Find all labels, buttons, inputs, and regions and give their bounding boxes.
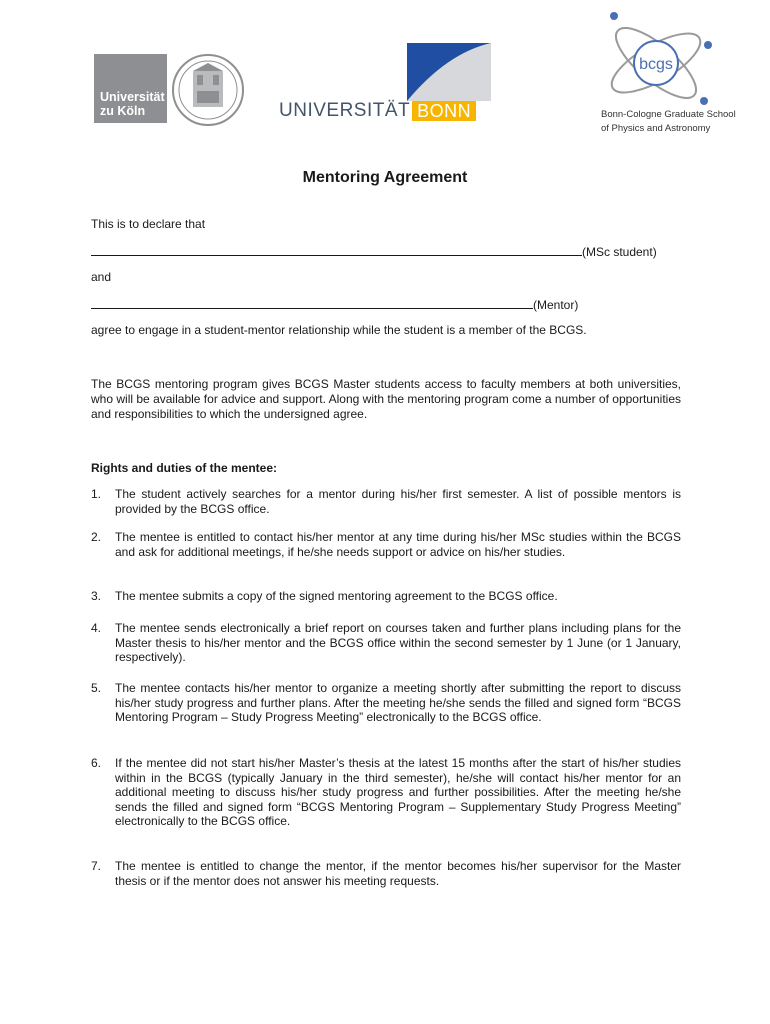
mentor-line (91, 297, 578, 313)
document-title: Mentoring Agreement (302, 169, 468, 186)
bonn-logo-wordmark (279, 101, 476, 121)
bcgs-caption-line2: of Physics and Astronomy (601, 123, 711, 134)
list-item-text: The mentee is entitled to change the mentor, if the mentor becomes his/her supervisor for the Master thesis or if the mentor does not answer his meeting requests. (115, 859, 681, 888)
list-item-text: The mentee sends electronically a brief report on courses taken and further plans including plans for the Master thesis to his/her mentor and the BCGS office within the second semester by 1 June (or 1 January, respectively). (115, 621, 681, 664)
list-item-text: The student actively searches for a mentor during his/her first semester. A list of possible mentors is provided by the BCGS office. (115, 487, 681, 516)
list-item-text: The mentee contacts his/her mentor to organize a meeting shortly after submitting the report to discuss his/her study progress and further plans. After the meeting he/she sends the filled and signed form “BCGS Mentoring Program – Study Progress Meeting” electronically to the BCGS office. (115, 681, 681, 724)
and-text: and (91, 270, 112, 284)
list-item-number: 6. (91, 756, 102, 770)
declare-text: This is to declare that (91, 217, 206, 231)
mentor-signature-blank[interactable] (91, 297, 533, 309)
koeln-logo-line1: Universität (100, 90, 165, 104)
koeln-logo-line2: zu Köln (100, 104, 146, 118)
list-item-number: 3. (91, 589, 102, 603)
rights-heading: Rights and duties of the mentee: (91, 461, 278, 475)
bonn-logo-graphic (407, 43, 491, 101)
bcgs-logo-icon (594, 8, 724, 108)
agree-text: agree to engage in a student-mentor relationship while the student is a member of the BCGS. (91, 323, 587, 337)
list-item (91, 621, 681, 665)
koeln-logo (94, 54, 167, 123)
list-item (91, 487, 681, 516)
mentor-label: (Mentor) (533, 298, 579, 312)
bcgs-caption (601, 108, 736, 136)
list-item-number: 7. (91, 859, 102, 873)
student-line (91, 244, 657, 260)
list-item (91, 530, 681, 559)
list-item-text: The mentee submits a copy of the signed mentoring agreement to the BCGS office. (115, 589, 558, 603)
list-item (91, 681, 681, 725)
list-item-text: The mentee is entitled to contact his/her mentor at any time during his/her MSc studies within the BCGS and ask for additional meetings, if he/she needs support or advice on his/her studies. (115, 530, 681, 559)
bcgs-caption-line1: Bonn-Cologne Graduate School (601, 109, 736, 120)
koeln-seal-icon (171, 53, 245, 127)
list-item (91, 589, 681, 604)
bcgs-logo-mark: bcgs (639, 56, 673, 73)
bonn-logo-word1: UNIVERSITÄT (279, 100, 411, 121)
list-item-number: 1. (91, 487, 102, 501)
list-item-number: 5. (91, 681, 102, 695)
student-signature-blank[interactable] (91, 244, 582, 256)
list-item (91, 756, 681, 829)
bonn-logo-word2: BONN (412, 101, 476, 121)
student-label: (MSc student) (582, 245, 657, 259)
intro-paragraph: The BCGS mentoring program gives BCGS Master students access to faculty members at both universities, who will be available for advice and support. Along with the mentoring program come a number of opportunities and responsibilities to which the undersigned agree. (91, 377, 681, 421)
list-item-number: 4. (91, 621, 102, 635)
list-item-text: If the mentee did not start his/her Master’s thesis at the latest 15 months after the start of his/her studies within in the BCGS (typically January in the third semester), he/she will contact his/her mentor for an additional meeting to discuss his/her study progress and further possibilities. After the meeting he/she sends the filled and signed form “BCGS Mentoring Program – Supplementary Study Progress Meeting” electronically to the BCGS office. (115, 756, 681, 828)
list-item-number: 2. (91, 530, 102, 544)
list-item (91, 859, 681, 888)
